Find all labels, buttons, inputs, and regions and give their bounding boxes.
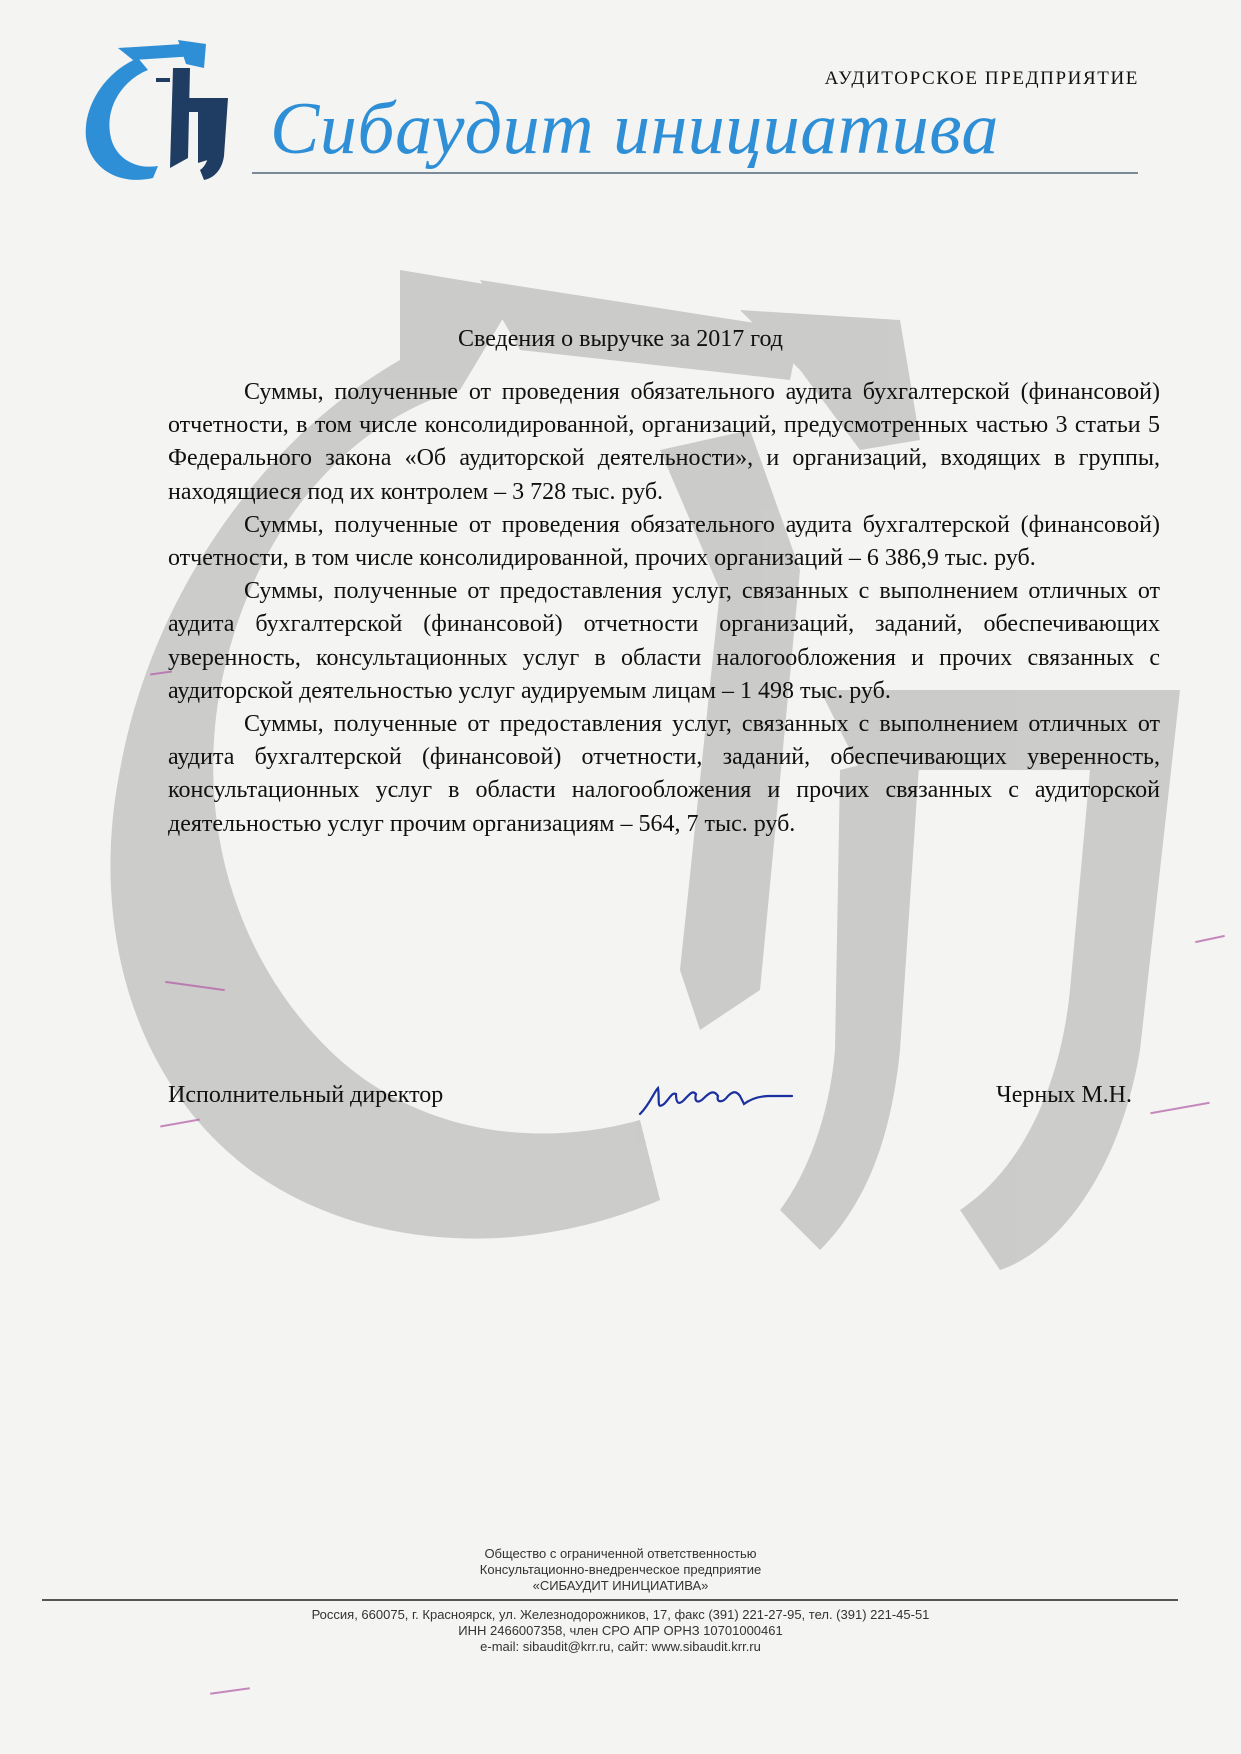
header-tagline: АУДИТОРСКОЕ ПРЕДПРИЯТИЕ — [824, 68, 1139, 89]
document-body — [168, 376, 1160, 841]
footer-divider — [42, 1599, 1178, 1601]
document-title: Сведения о выручке за 2017 год — [458, 326, 783, 352]
signatory-position: Исполнительный директор — [168, 1082, 444, 1108]
footer-org-line: Общество с ограниченной ответственностью — [484, 1546, 757, 1561]
brand-underline — [252, 172, 1138, 174]
footer-org-line: «СИБАУДИТ ИНИЦИАТИВА» — [532, 1578, 709, 1593]
footer-contact-line: Россия, 660075, г. Красноярск, ул. Железнодорожников, 17, факс (391) 221-27-95, тел. (391) 221-45-51 — [311, 1607, 930, 1622]
brand-name: Сибаудит инициатива — [270, 88, 999, 170]
handwritten-signature-icon — [636, 1074, 796, 1124]
scan-mark — [210, 1687, 250, 1695]
signature-block — [168, 1082, 1132, 1122]
paragraph: Суммы, полученные от проведения обязательного аудита бухгалтерской (финансовой) отчетности, в том числе консолидированной, прочих организаций – 6 386,9 тыс. руб. — [168, 511, 1160, 572]
paragraph: Суммы, полученные от предоставления услуг, связанных с выполнением отличных от аудита бухгалтерской (финансовой) отчетности организаций, заданий, обеспечивающих уверенность, консультационных услуг в области налогообложения и прочих связанных с аудиторской деятельностью услуг аудируемым лицам – 1 498 тыс. руб. — [168, 578, 1160, 704]
footer-contacts — [0, 1607, 1241, 1655]
signatory-name: Черных М.Н. — [996, 1082, 1132, 1108]
footer-org-line: Консультационно-внедренческое предприятие — [479, 1562, 762, 1577]
si-monogram-logo-icon — [78, 38, 243, 188]
footer-contact-line: e-mail: sibaudit@krr.ru, сайт: www.sibaudit.krr.ru — [480, 1639, 761, 1654]
paragraph: Суммы, полученные от проведения обязательного аудита бухгалтерской (финансовой) отчетности, в том числе консолидированной, организаций, предусмотренных частью 3 статьи 5 Федерального закона «Об аудиторской деятельности», и организаций, входящих в группы, находящиеся под их контролем – 3 728 тыс. руб. — [168, 379, 1160, 505]
footer-contact-line: ИНН 2466007358, член СРО АПР ОРНЗ 10701000461 — [458, 1623, 783, 1638]
paragraph: Суммы, полученные от предоставления услуг, связанных с выполнением отличных от аудита бухгалтерской (финансовой) отчетности, заданий, обеспечивающих уверенность, консультационных услуг в области налогообложения и прочих связанных с аудиторской деятельностью услуг прочим организациям – 564, 7 тыс. руб. — [168, 711, 1160, 837]
footer-organization — [0, 1546, 1241, 1594]
